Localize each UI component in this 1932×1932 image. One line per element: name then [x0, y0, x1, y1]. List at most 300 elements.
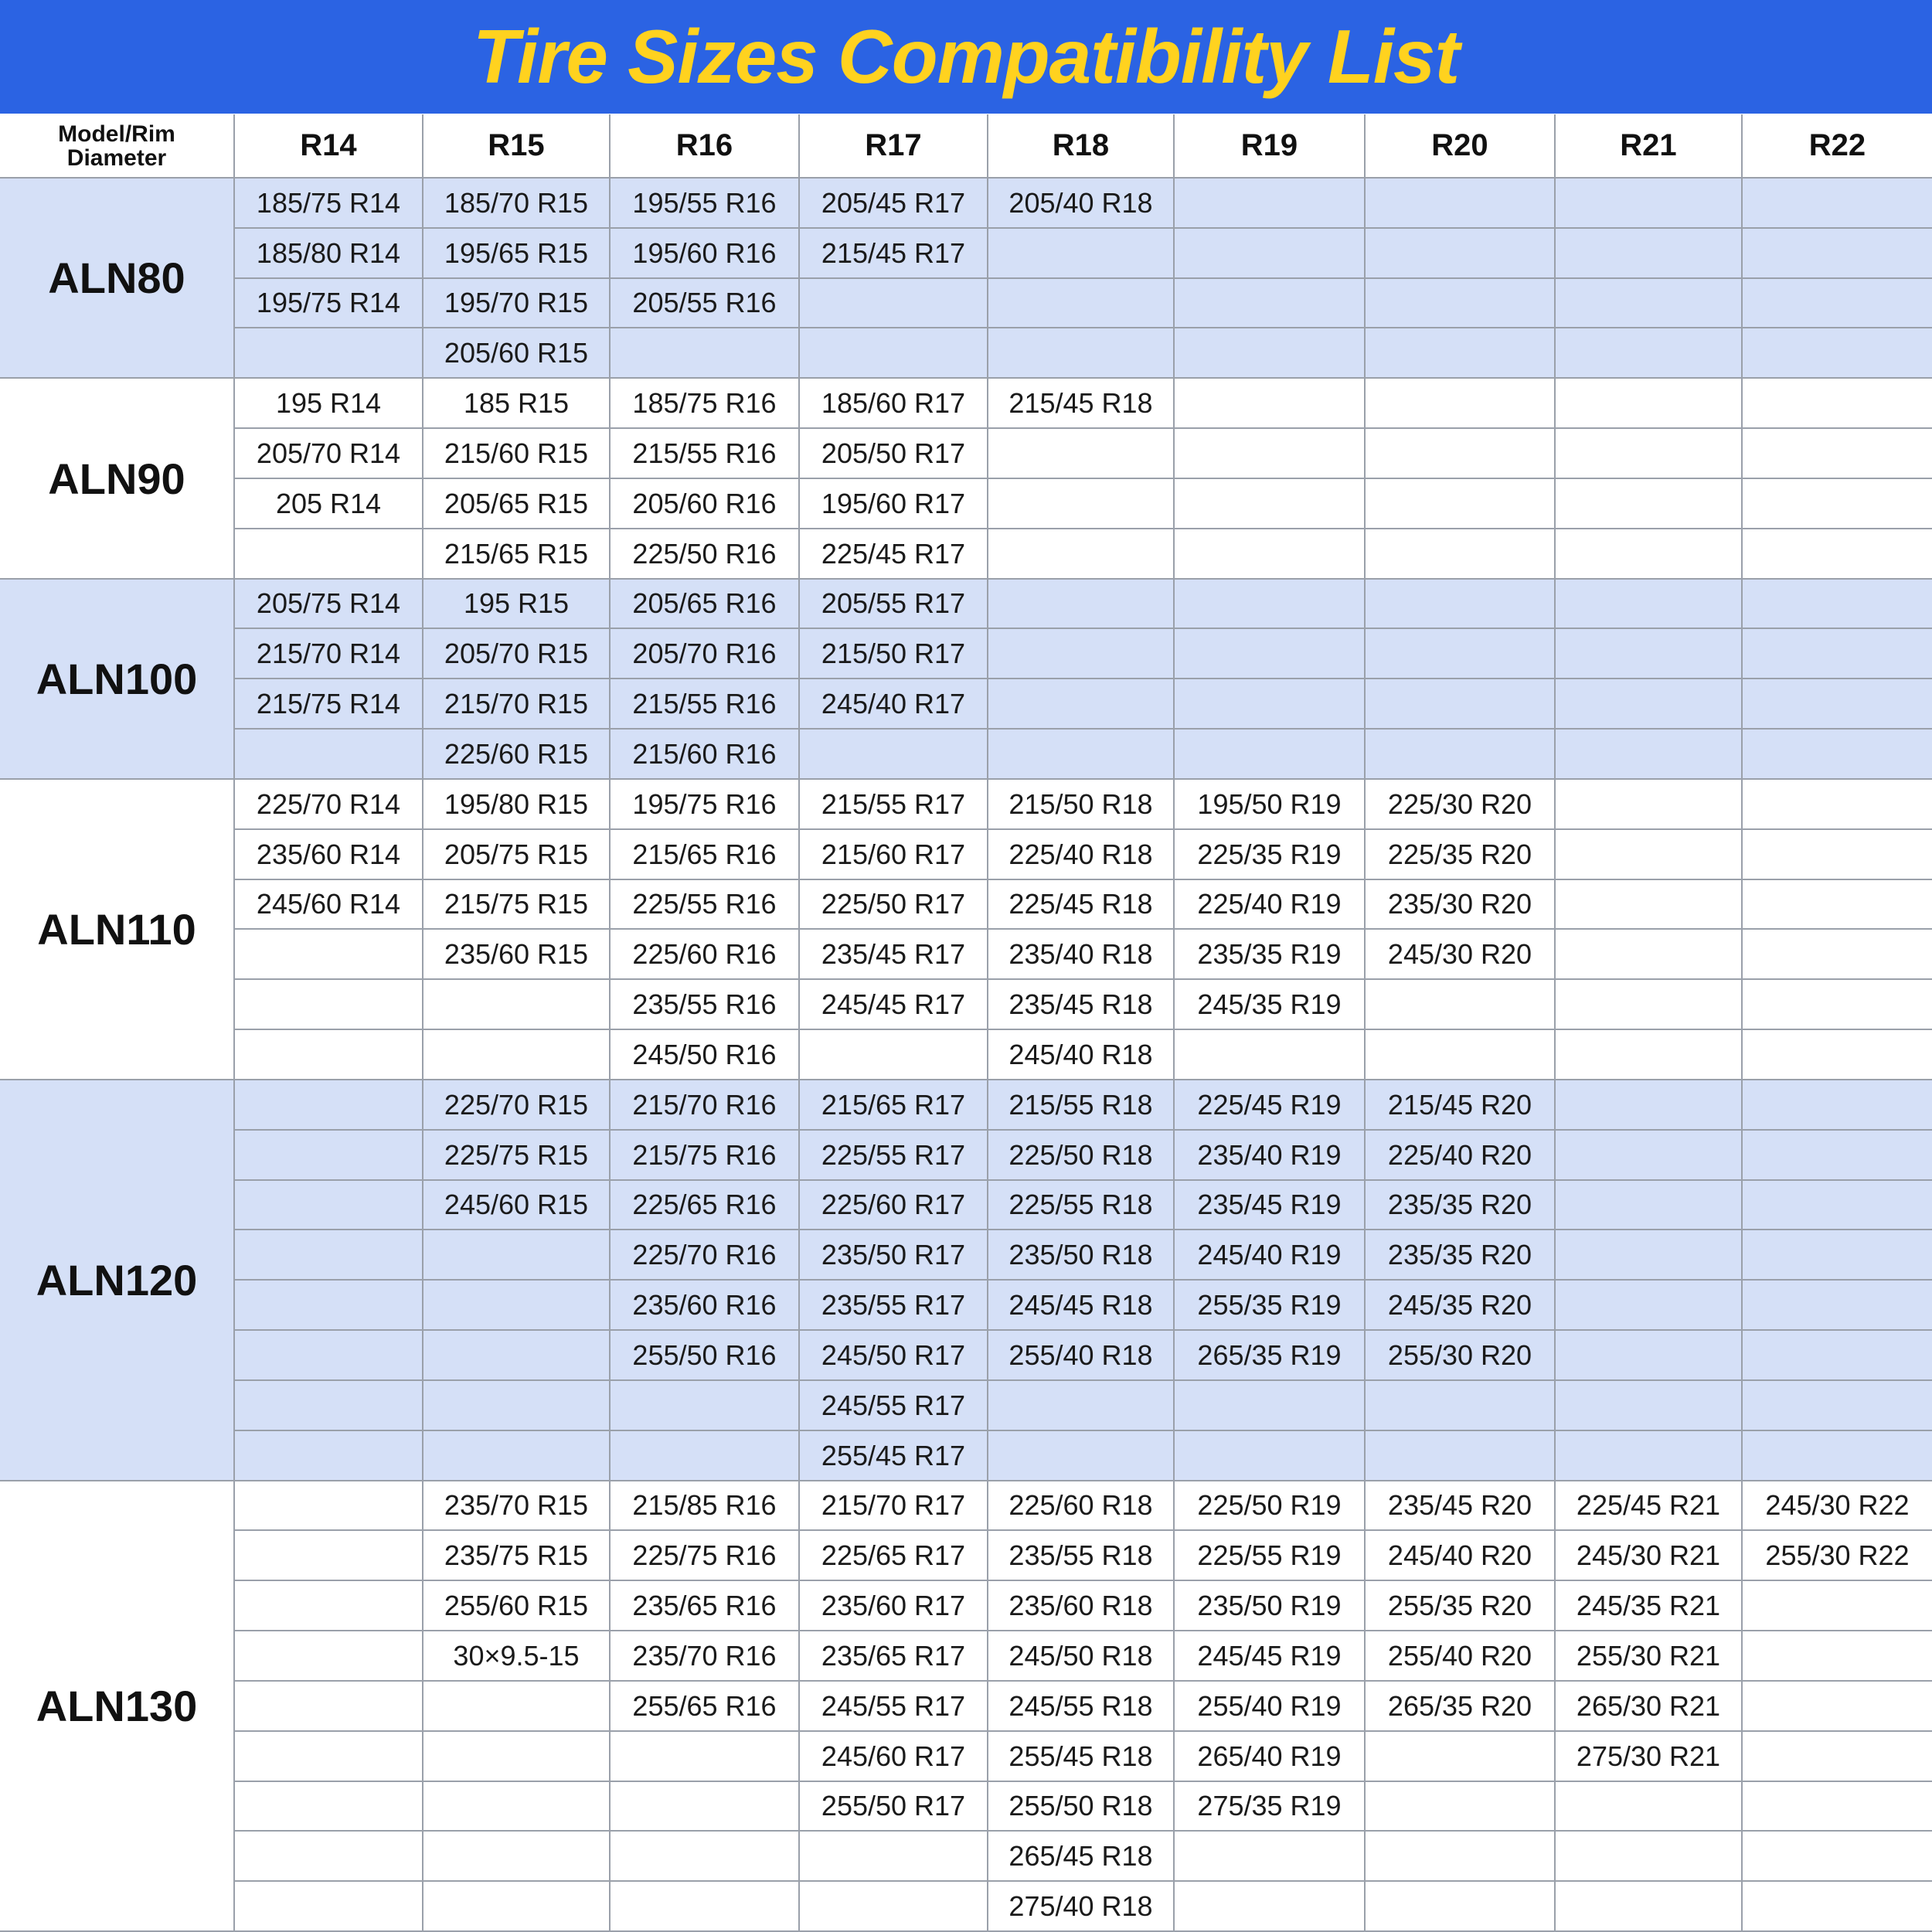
tire-size-cell — [1743, 1080, 1932, 1131]
tire-size-cell — [235, 1782, 423, 1832]
tire-size-cell: 245/60 R15 — [423, 1181, 611, 1230]
corner-header-line: Diameter — [66, 145, 167, 171]
tire-size-cell: 245/35 R20 — [1366, 1281, 1556, 1331]
tire-size-cell — [1175, 1381, 1366, 1431]
tire-size-cell: 225/55 R18 — [988, 1181, 1175, 1230]
tire-size-cell — [611, 1381, 800, 1431]
tire-size-cell — [1556, 1381, 1743, 1431]
tire-size-cell — [1743, 580, 1932, 629]
tire-size-cell — [1175, 1882, 1366, 1932]
tire-size-cell — [1175, 679, 1366, 730]
tire-size-cell: 235/35 R19 — [1175, 930, 1366, 980]
tire-size-cell: 235/40 R18 — [988, 930, 1175, 980]
tire-size-cell: 245/40 R20 — [1366, 1531, 1556, 1581]
tire-size-cell: 195/55 R16 — [611, 179, 800, 229]
tire-size-cell: 265/45 R18 — [988, 1832, 1175, 1882]
tire-size-cell: 255/45 R17 — [800, 1431, 988, 1481]
tire-size-cell — [1366, 980, 1556, 1030]
column-header: R19 — [1175, 114, 1366, 179]
tire-size-cell — [1743, 1281, 1932, 1331]
tire-size-cell: 215/55 R17 — [800, 780, 988, 830]
tire-size-cell — [1366, 1732, 1556, 1782]
tire-size-cell: 205/70 R16 — [611, 629, 800, 679]
tire-size-cell — [1556, 379, 1743, 429]
tire-size-cell: 255/35 R19 — [1175, 1281, 1366, 1331]
tire-size-cell: 225/50 R16 — [611, 529, 800, 580]
tire-size-cell: 255/50 R18 — [988, 1782, 1175, 1832]
tire-size-cell: 215/75 R14 — [235, 679, 423, 730]
model-label: ALN130 — [0, 1481, 235, 1932]
tire-size-cell: 195/75 R16 — [611, 780, 800, 830]
tire-size-cell — [235, 1832, 423, 1882]
tire-size-cell: 235/65 R16 — [611, 1581, 800, 1631]
tire-size-cell: 215/45 R20 — [1366, 1080, 1556, 1131]
tire-size-cell — [988, 629, 1175, 679]
tire-size-cell — [423, 1030, 611, 1080]
tire-size-cell: 235/50 R19 — [1175, 1581, 1366, 1631]
tire-size-cell: 205/65 R16 — [611, 580, 800, 629]
tire-size-cell: 225/60 R18 — [988, 1481, 1175, 1531]
tire-size-cell: 235/30 R20 — [1366, 880, 1556, 930]
tire-size-cell — [1366, 479, 1556, 529]
tire-size-cell — [1175, 229, 1366, 279]
tire-size-cell — [988, 429, 1175, 479]
tire-size-cell — [235, 1581, 423, 1631]
tire-size-cell: 245/30 R22 — [1743, 1481, 1932, 1531]
tire-size-cell: 235/45 R19 — [1175, 1181, 1366, 1230]
tire-size-cell — [1175, 328, 1366, 379]
tire-size-cell: 275/30 R21 — [1556, 1732, 1743, 1782]
tire-size-cell — [1366, 730, 1556, 780]
tire-size-cell: 235/60 R18 — [988, 1581, 1175, 1631]
tire-size-cell — [1743, 1581, 1932, 1631]
tire-size-cell — [1556, 1080, 1743, 1131]
tire-size-cell: 215/85 R16 — [611, 1481, 800, 1531]
tire-size-cell — [1556, 1832, 1743, 1882]
tire-size-cell — [235, 980, 423, 1030]
tire-size-cell: 215/50 R18 — [988, 780, 1175, 830]
tire-size-cell — [1556, 980, 1743, 1030]
tire-size-cell — [988, 529, 1175, 580]
tire-size-cell — [423, 1281, 611, 1331]
tire-size-cell — [1556, 429, 1743, 479]
tire-size-cell — [235, 1481, 423, 1531]
tire-size-cell — [1175, 429, 1366, 479]
tire-size-cell: 245/30 R20 — [1366, 930, 1556, 980]
tire-size-cell — [1556, 1230, 1743, 1281]
tire-size-cell — [1743, 229, 1932, 279]
tire-size-cell — [423, 1732, 611, 1782]
tire-size-cell — [235, 1181, 423, 1230]
tire-size-cell — [988, 679, 1175, 730]
tire-size-cell — [1743, 880, 1932, 930]
tire-size-cell — [988, 1381, 1175, 1431]
tire-size-cell — [1556, 179, 1743, 229]
tire-size-cell — [1743, 679, 1932, 730]
tire-size-cell: 255/30 R22 — [1743, 1531, 1932, 1581]
tire-size-cell — [1175, 279, 1366, 328]
tire-size-cell — [800, 730, 988, 780]
tire-size-cell — [988, 730, 1175, 780]
tire-size-cell — [1366, 229, 1556, 279]
tire-size-cell: 225/60 R15 — [423, 730, 611, 780]
tire-size-cell — [800, 1832, 988, 1882]
tire-size-cell — [1556, 580, 1743, 629]
tire-size-cell — [1175, 1832, 1366, 1882]
column-header: R20 — [1366, 114, 1556, 179]
tire-size-cell — [235, 1131, 423, 1181]
tire-size-cell: 225/50 R19 — [1175, 1481, 1366, 1531]
tire-size-cell — [611, 1882, 800, 1932]
tire-size-cell — [1743, 930, 1932, 980]
tire-size-cell — [1556, 1782, 1743, 1832]
tire-size-cell — [611, 1782, 800, 1832]
tire-size-cell: 205/55 R17 — [800, 580, 988, 629]
tire-size-cell — [1556, 1882, 1743, 1932]
tire-size-cell: 195/80 R15 — [423, 780, 611, 830]
tire-size-cell — [1743, 1030, 1932, 1080]
tire-size-cell — [1743, 1782, 1932, 1832]
tire-size-cell — [1743, 1181, 1932, 1230]
tire-size-cell — [1556, 1331, 1743, 1381]
tire-size-cell: 225/40 R19 — [1175, 880, 1366, 930]
tire-size-cell: 245/45 R17 — [800, 980, 988, 1030]
tire-size-cell — [235, 1882, 423, 1932]
tire-size-cell — [235, 1431, 423, 1481]
tire-size-cell — [235, 1631, 423, 1682]
tire-size-cell: 235/55 R16 — [611, 980, 800, 1030]
tire-size-cell — [423, 980, 611, 1030]
tire-size-cell — [1556, 479, 1743, 529]
model-label: ALN120 — [0, 1080, 235, 1481]
tire-size-cell: 205/70 R14 — [235, 429, 423, 479]
tire-size-cell: 225/65 R16 — [611, 1181, 800, 1230]
tire-size-cell — [423, 1431, 611, 1481]
tire-size-cell: 225/35 R19 — [1175, 830, 1366, 880]
tire-size-cell — [611, 1732, 800, 1782]
tire-size-cell: 225/30 R20 — [1366, 780, 1556, 830]
tire-size-cell — [1743, 1381, 1932, 1431]
tire-size-cell: 205/40 R18 — [988, 179, 1175, 229]
tire-size-cell: 255/50 R16 — [611, 1331, 800, 1381]
tire-size-cell — [1366, 580, 1556, 629]
tire-size-cell — [1743, 980, 1932, 1030]
tire-size-cell — [1743, 379, 1932, 429]
tire-size-cell: 205/60 R15 — [423, 328, 611, 379]
tire-size-cell: 225/65 R17 — [800, 1531, 988, 1581]
tire-size-cell: 245/45 R19 — [1175, 1631, 1366, 1682]
tire-size-cell: 195 R14 — [235, 379, 423, 429]
column-header: R17 — [800, 114, 988, 179]
tire-size-cell — [1366, 179, 1556, 229]
tire-size-cell — [235, 1732, 423, 1782]
tire-size-cell — [423, 1832, 611, 1882]
tire-size-cell — [1743, 1331, 1932, 1381]
tire-size-cell: 225/55 R19 — [1175, 1531, 1366, 1581]
tire-size-cell: 245/40 R17 — [800, 679, 988, 730]
tire-size-cell — [235, 930, 423, 980]
tire-size-cell: 265/35 R19 — [1175, 1331, 1366, 1381]
tire-size-cell: 225/50 R18 — [988, 1131, 1175, 1181]
tire-size-cell: 215/50 R17 — [800, 629, 988, 679]
tire-size-cell — [800, 279, 988, 328]
tire-size-cell — [1743, 1882, 1932, 1932]
tire-size-cell: 215/75 R16 — [611, 1131, 800, 1181]
tire-size-cell: 245/50 R16 — [611, 1030, 800, 1080]
tire-size-cell: 265/35 R20 — [1366, 1682, 1556, 1732]
tire-size-cell: 235/50 R18 — [988, 1230, 1175, 1281]
tire-size-cell — [1556, 279, 1743, 328]
tire-size-cell — [1743, 1230, 1932, 1281]
tire-size-cell: 185/75 R16 — [611, 379, 800, 429]
tire-size-cell — [1366, 529, 1556, 580]
tire-size-cell: 235/60 R14 — [235, 830, 423, 880]
tire-size-cell: 215/70 R16 — [611, 1080, 800, 1131]
tire-size-cell: 215/65 R15 — [423, 529, 611, 580]
tire-size-cell: 275/40 R18 — [988, 1882, 1175, 1932]
tire-size-cell: 235/60 R17 — [800, 1581, 988, 1631]
tire-size-cell: 235/35 R20 — [1366, 1230, 1556, 1281]
tire-size-cell — [1556, 1431, 1743, 1481]
tire-size-cell — [1556, 1281, 1743, 1331]
tire-size-cell: 215/60 R16 — [611, 730, 800, 780]
tire-size-cell: 245/50 R17 — [800, 1331, 988, 1381]
tire-size-cell: 235/45 R17 — [800, 930, 988, 980]
tire-size-cell: 185/80 R14 — [235, 229, 423, 279]
tire-size-cell: 235/35 R20 — [1366, 1181, 1556, 1230]
tire-size-cell — [1743, 179, 1932, 229]
title-bar — [0, 0, 1932, 114]
tire-size-cell — [423, 1381, 611, 1431]
tire-size-cell — [1366, 629, 1556, 679]
tire-size-cell — [1743, 629, 1932, 679]
tire-size-cell — [611, 328, 800, 379]
tire-size-cell: 245/55 R17 — [800, 1381, 988, 1431]
tire-size-cell — [1556, 328, 1743, 379]
tire-size-cell: 245/35 R21 — [1556, 1581, 1743, 1631]
tire-size-cell — [1366, 679, 1556, 730]
tire-size-cell: 245/35 R19 — [1175, 980, 1366, 1030]
model-label: ALN90 — [0, 379, 235, 580]
tire-size-cell — [1366, 1030, 1556, 1080]
tire-size-cell — [988, 279, 1175, 328]
tire-size-cell: 225/55 R16 — [611, 880, 800, 930]
tire-size-cell: 195 R15 — [423, 580, 611, 629]
tire-size-cell: 205/50 R17 — [800, 429, 988, 479]
tire-size-cell — [1556, 1181, 1743, 1230]
tire-size-cell: 275/35 R19 — [1175, 1782, 1366, 1832]
tire-size-cell: 245/55 R18 — [988, 1682, 1175, 1732]
tire-size-cell — [1556, 229, 1743, 279]
tire-size-cell: 215/65 R17 — [800, 1080, 988, 1131]
tire-size-cell: 205/60 R16 — [611, 479, 800, 529]
tire-size-cell: 265/30 R21 — [1556, 1682, 1743, 1732]
tire-size-cell — [1556, 830, 1743, 880]
tire-size-cell: 195/70 R15 — [423, 279, 611, 328]
tire-size-cell: 225/75 R15 — [423, 1131, 611, 1181]
tire-size-cell: 245/60 R14 — [235, 880, 423, 930]
tire-size-cell: 225/60 R17 — [800, 1181, 988, 1230]
tire-size-cell — [1366, 279, 1556, 328]
tire-size-cell — [1743, 830, 1932, 880]
tire-size-cell — [1743, 780, 1932, 830]
tire-size-cell: 225/35 R20 — [1366, 830, 1556, 880]
tire-size-cell: 255/40 R18 — [988, 1331, 1175, 1381]
tire-size-cell — [1556, 730, 1743, 780]
tire-size-cell — [988, 229, 1175, 279]
tire-size-cell: 245/40 R19 — [1175, 1230, 1366, 1281]
tire-size-cell: 195/50 R19 — [1175, 780, 1366, 830]
tire-size-cell — [1175, 1431, 1366, 1481]
tire-size-cell: 205/55 R16 — [611, 279, 800, 328]
tire-size-cell: 205/75 R15 — [423, 830, 611, 880]
tire-size-cell: 225/70 R15 — [423, 1080, 611, 1131]
tire-size-cell — [1175, 1030, 1366, 1080]
tire-size-cell: 215/55 R18 — [988, 1080, 1175, 1131]
tire-size-cell — [235, 1030, 423, 1080]
tire-size-cell: 225/40 R20 — [1366, 1131, 1556, 1181]
tire-size-cell: 235/70 R16 — [611, 1631, 800, 1682]
tire-size-cell: 255/50 R17 — [800, 1782, 988, 1832]
tire-size-cell: 235/60 R16 — [611, 1281, 800, 1331]
tire-size-cell: 245/60 R17 — [800, 1732, 988, 1782]
tire-size-cell: 195/60 R17 — [800, 479, 988, 529]
tire-size-cell — [1175, 179, 1366, 229]
tire-size-cell: 185/60 R17 — [800, 379, 988, 429]
tire-size-cell: 215/60 R15 — [423, 429, 611, 479]
tire-size-cell — [1366, 1832, 1556, 1882]
tire-size-cell: 215/75 R15 — [423, 880, 611, 930]
tire-size-cell: 245/30 R21 — [1556, 1531, 1743, 1581]
tire-size-cell: 245/40 R18 — [988, 1030, 1175, 1080]
tire-size-cell — [1175, 730, 1366, 780]
tire-size-cell — [423, 1682, 611, 1732]
tire-size-cell — [1366, 328, 1556, 379]
tire-size-cell — [235, 529, 423, 580]
tire-size-cell: 215/60 R17 — [800, 830, 988, 880]
tire-size-cell: 215/70 R15 — [423, 679, 611, 730]
tire-size-cell: 255/40 R20 — [1366, 1631, 1556, 1682]
tire-size-cell: 205/45 R17 — [800, 179, 988, 229]
tire-size-cell — [1743, 279, 1932, 328]
tire-size-cell: 225/70 R14 — [235, 780, 423, 830]
tire-size-cell — [1743, 529, 1932, 580]
tire-size-cell — [423, 1331, 611, 1381]
tire-size-cell: 225/55 R17 — [800, 1131, 988, 1181]
tire-size-cell — [235, 1230, 423, 1281]
tire-size-cell: 225/45 R17 — [800, 529, 988, 580]
tire-size-cell: 225/70 R16 — [611, 1230, 800, 1281]
tire-size-cell — [235, 1080, 423, 1131]
tire-size-cell — [1743, 1682, 1932, 1732]
tire-size-cell — [800, 1882, 988, 1932]
tire-size-cell: 255/65 R16 — [611, 1682, 800, 1732]
tire-size-cell — [1743, 730, 1932, 780]
tire-size-cell: 225/45 R18 — [988, 880, 1175, 930]
tire-size-cell — [1556, 780, 1743, 830]
tire-size-cell — [1743, 1732, 1932, 1782]
tire-size-cell: 245/55 R17 — [800, 1682, 988, 1732]
tire-size-cell — [1556, 1030, 1743, 1080]
tire-size-cell: 235/65 R17 — [800, 1631, 988, 1682]
model-label: ALN110 — [0, 780, 235, 1080]
compatibility-table — [0, 114, 1932, 1932]
model-label: ALN80 — [0, 179, 235, 379]
tire-size-cell: 205 R14 — [235, 479, 423, 529]
tire-size-cell: 215/65 R16 — [611, 830, 800, 880]
tire-size-cell — [1743, 1131, 1932, 1181]
tire-size-cell — [800, 328, 988, 379]
tire-size-cell — [1175, 529, 1366, 580]
tire-size-cell — [1366, 1882, 1556, 1932]
tire-size-cell: 215/45 R18 — [988, 379, 1175, 429]
tire-size-cell — [1556, 629, 1743, 679]
tire-size-cell — [423, 1782, 611, 1832]
tire-size-cell — [1743, 1832, 1932, 1882]
column-header: R15 — [423, 114, 611, 179]
tire-size-cell: 265/40 R19 — [1175, 1732, 1366, 1782]
tire-size-cell — [423, 1230, 611, 1281]
tire-size-cell — [235, 328, 423, 379]
tire-size-cell: 235/60 R15 — [423, 930, 611, 980]
tire-size-cell: 225/45 R19 — [1175, 1080, 1366, 1131]
tire-size-cell: 225/45 R21 — [1556, 1481, 1743, 1531]
column-header: R21 — [1556, 114, 1743, 179]
tire-size-cell: 215/55 R16 — [611, 679, 800, 730]
tire-size-cell: 195/65 R15 — [423, 229, 611, 279]
tire-size-cell: 225/75 R16 — [611, 1531, 800, 1581]
tire-size-cell: 30×9.5-15 — [423, 1631, 611, 1682]
tire-size-cell — [235, 730, 423, 780]
tire-size-cell: 205/65 R15 — [423, 479, 611, 529]
tire-size-cell — [1743, 1631, 1932, 1682]
tire-size-cell — [1556, 930, 1743, 980]
tire-size-cell — [235, 1682, 423, 1732]
tire-size-cell: 255/40 R19 — [1175, 1682, 1366, 1732]
tire-size-cell — [1175, 629, 1366, 679]
tire-size-cell — [988, 580, 1175, 629]
tire-size-cell: 185/75 R14 — [235, 179, 423, 229]
tire-size-cell: 185/70 R15 — [423, 179, 611, 229]
tire-size-cell — [1366, 379, 1556, 429]
tire-size-cell: 225/40 R18 — [988, 830, 1175, 880]
tire-size-cell: 215/70 R14 — [235, 629, 423, 679]
tire-size-cell: 245/45 R18 — [988, 1281, 1175, 1331]
tire-size-cell: 215/45 R17 — [800, 229, 988, 279]
tire-size-cell — [611, 1832, 800, 1882]
tire-size-cell: 225/60 R16 — [611, 930, 800, 980]
tire-size-cell: 235/45 R18 — [988, 980, 1175, 1030]
tire-size-cell — [235, 1531, 423, 1581]
tire-size-cell — [988, 328, 1175, 379]
tire-size-cell: 255/60 R15 — [423, 1581, 611, 1631]
tire-size-cell: 205/75 R14 — [235, 580, 423, 629]
tire-size-cell — [235, 1331, 423, 1381]
tire-size-cell — [988, 1431, 1175, 1481]
tire-size-cell — [800, 1030, 988, 1080]
tire-size-cell — [1743, 1431, 1932, 1481]
tire-size-cell: 235/75 R15 — [423, 1531, 611, 1581]
tire-size-cell: 215/70 R17 — [800, 1481, 988, 1531]
tire-size-cell — [988, 479, 1175, 529]
tire-size-cell: 225/50 R17 — [800, 880, 988, 930]
tire-size-cell: 255/30 R20 — [1366, 1331, 1556, 1381]
tire-size-cell — [1175, 580, 1366, 629]
tire-size-cell — [1366, 1782, 1556, 1832]
tire-size-cell: 205/70 R15 — [423, 629, 611, 679]
column-header: R14 — [235, 114, 423, 179]
tire-size-cell: 195/60 R16 — [611, 229, 800, 279]
